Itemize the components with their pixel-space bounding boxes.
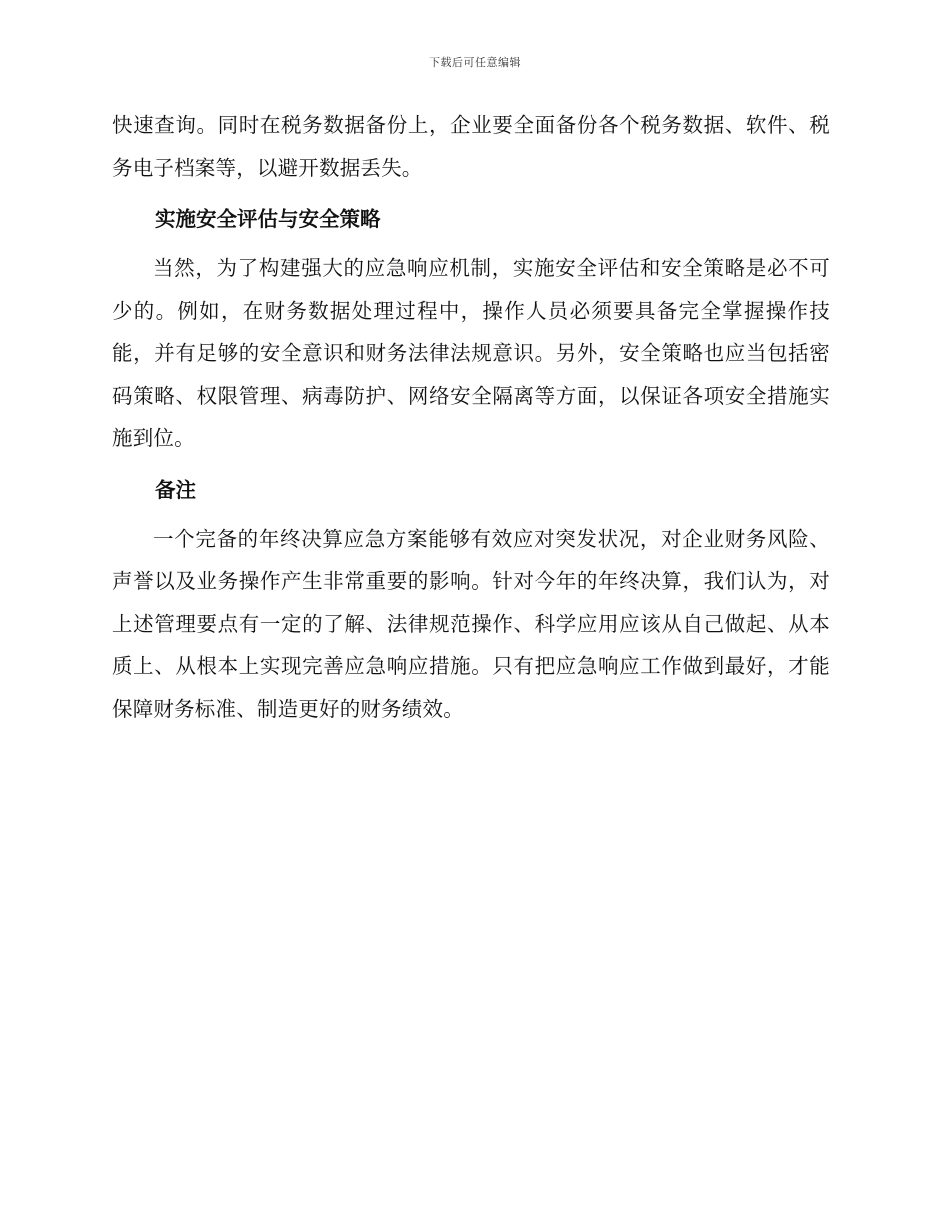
paragraph-notes: 一个完备的年终决算应急方案能够有效应对突发状况，对企业财务风险、声誉以及业务操作产生非常重要的影响。针对今年的年终决算，我们认为，对上述管理要点有一定的了解、法律规范操作、科学应用应该从自己做起、从本质上、从根本上实现完善应急响应措施。只有把应急响应工作做到最好，才能保障财务标准、制造更好的财务绩效。 [112,526,830,721]
page-header: 下载后可任意编辑 [429,56,521,69]
paragraph-security: 当然，为了构建强大的应急响应机制，实施安全评估和安全策略是必不可少的。例如，在财务数据处理过程中，操作人员必须要具备完全掌握操作技能，并有足够的安全意识和财务法律法规意识。另外，安全策略也应当包括密码策略、权限管理、病毒防护、网络安全隔离等方面，以保证各项安全措施实施到位。 [112,256,830,450]
heading-security-assessment: 实施安全评估与安全策略 [155,207,381,231]
document-body [112,104,830,730]
paragraph-backup: 快速查询。同时在税务数据备份上，企业要全面备份各个税务数据、软件、税务电子档案等，以避开数据丢失。 [112,113,830,180]
heading-notes: 备注 [155,477,196,502]
